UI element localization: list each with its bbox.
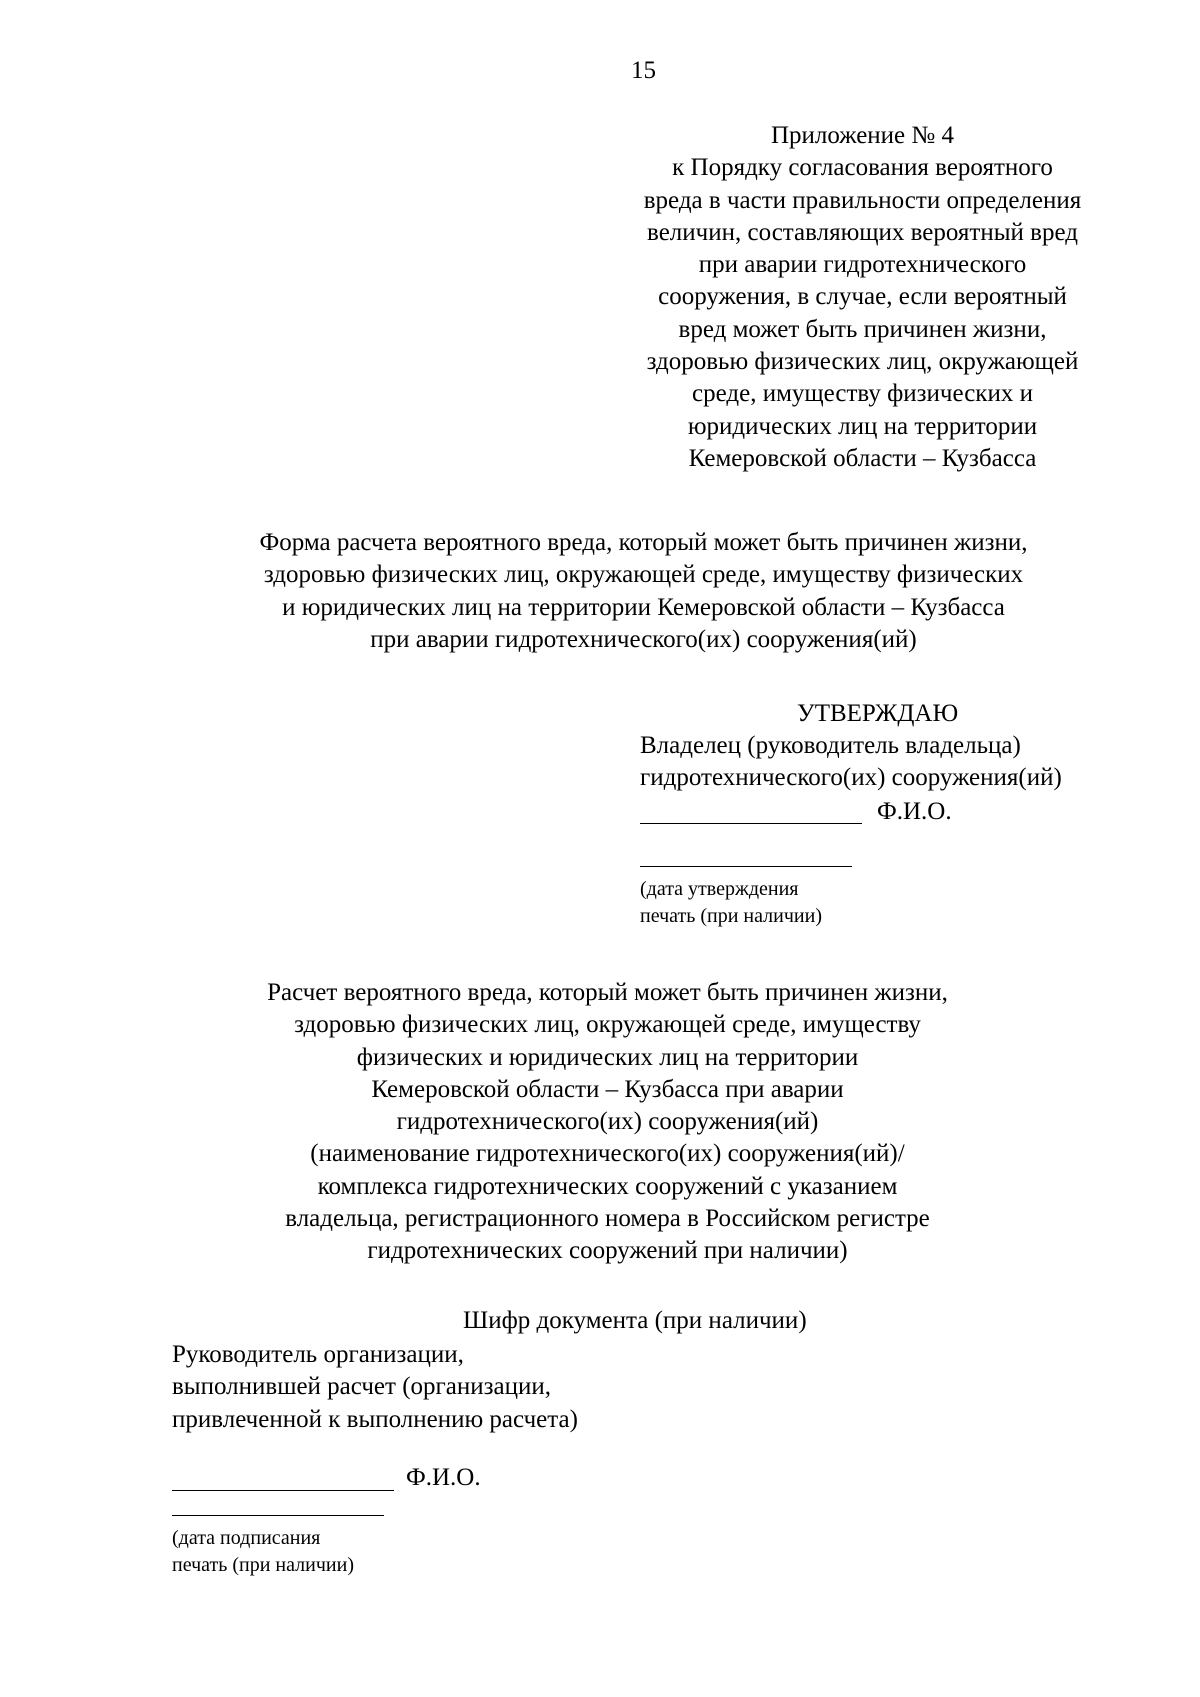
calculation-title-line: владельца, регистрационного номера в Российском регистре xyxy=(285,1205,930,1233)
appendix-line: Кемеровской области – Кузбасса xyxy=(688,444,1037,472)
appendix-header xyxy=(550,120,1175,475)
form-title-line: при аварии гидротехнического(их) сооружения(ий) xyxy=(370,625,917,653)
calculation-title-line: (наименование гидротехнического(их) сооружения(ий)/ xyxy=(310,1140,905,1168)
appendix-line: вред может быть причинен жизни, xyxy=(678,315,1047,343)
organization-head-line: привлеченной к выполнению расчета) xyxy=(172,1405,578,1433)
organization-head-line: выполнившей расчет (организации, xyxy=(172,1373,551,1401)
approval-title: УТВЕРЖДАЮ xyxy=(797,700,959,727)
calculation-title-line: Кемеровской области – Кузбасса при аварии xyxy=(371,1075,844,1103)
form-title-line: и юридических лиц на территории Кемеровской области – Кузбасса xyxy=(282,593,1005,621)
approval-signature-line xyxy=(640,823,862,824)
approval-date-line-text: печать (при наличии) xyxy=(640,905,822,927)
organization-head-line: Руководитель организации, xyxy=(172,1341,464,1368)
page-number: 15 xyxy=(631,57,656,84)
approval-owner-line: гидротехнического(их) сооружения(ий) xyxy=(640,764,1062,792)
calculation-title-line: гидротехнических сооружений при наличии) xyxy=(367,1237,848,1265)
document-cipher: Шифр документа (при наличии) xyxy=(463,1307,807,1334)
appendix-line: среде, имуществу физических и xyxy=(692,380,1033,408)
calculation-title-line: комплекса гидротехнических сооружений с указанием xyxy=(317,1172,898,1200)
form-title-line: здоровью физических лиц, окружающей среде, имуществу физических xyxy=(263,561,1024,589)
approval-date-line xyxy=(640,866,852,867)
calculation-title-line: физических и юридических лиц на территории xyxy=(356,1043,859,1071)
appendix-line: величин, составляющих вероятный вред xyxy=(647,218,1078,246)
head-date-line-text: печать (при наличии) xyxy=(172,1554,354,1576)
form-title-line: Форма расчета вероятного вреда, который может быть причинен жизни, xyxy=(259,529,1028,556)
approval-date-note xyxy=(640,876,822,930)
calculation-title-line: гидротехнического(их) сооружения(ий) xyxy=(396,1108,819,1136)
head-date-note xyxy=(172,1525,354,1579)
head-fio: Ф.И.О. xyxy=(406,1464,481,1491)
head-date-line xyxy=(172,1515,384,1516)
appendix-line: здоровью физических лиц, окружающей xyxy=(646,348,1079,376)
appendix-line: при аварии гидротехнического xyxy=(698,251,1027,279)
appendix-line: Приложение № 4 xyxy=(770,122,955,149)
approval-owner xyxy=(640,730,1062,795)
approval-owner-line: Владелец (руководитель владельца) xyxy=(640,732,1021,759)
approval-fio: Ф.И.О. xyxy=(877,798,952,825)
approval-date-line-text: (дата утверждения xyxy=(640,878,799,900)
appendix-line: к Порядку согласования вероятного xyxy=(672,154,1053,182)
organization-head xyxy=(172,1339,578,1436)
appendix-line: сооружения, в случае, если вероятный xyxy=(658,283,1067,311)
appendix-line: вреда в части правильности определения xyxy=(643,186,1082,214)
form-title xyxy=(0,527,1200,656)
calculation-title xyxy=(0,977,1200,1268)
head-date-line-text: (дата подписания xyxy=(172,1527,321,1549)
calculation-title-line: Расчет вероятного вреда, который может быть причинен жизни, xyxy=(267,979,948,1006)
head-signature-line xyxy=(172,1490,394,1491)
calculation-title-line: здоровью физических лиц, окружающей среде, имуществу xyxy=(294,1011,921,1039)
appendix-line: юридических лиц на территории xyxy=(687,412,1038,440)
